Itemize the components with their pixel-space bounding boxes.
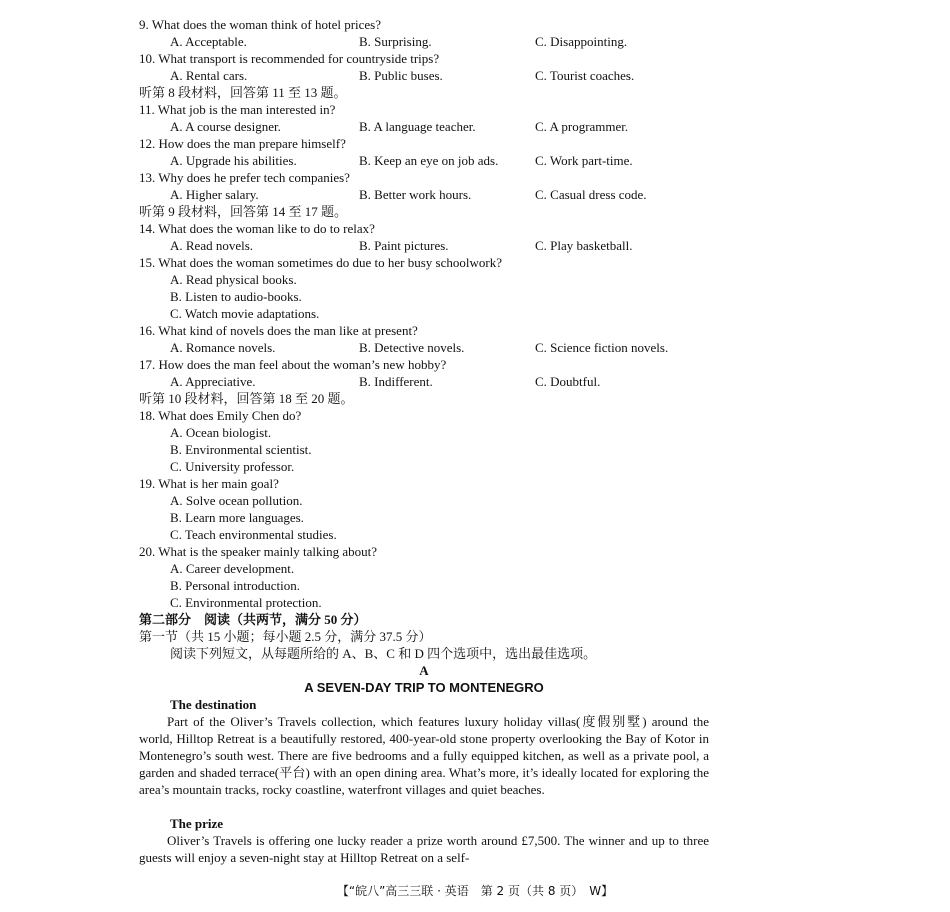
q9-option-c: C. Disappointing. bbox=[535, 34, 628, 49]
q11-option-b: B. A language teacher. bbox=[359, 119, 476, 134]
paragraph-destination: Part of the Oliver’s Travels collection, which features luxury holiday villas(度假别墅) around the world, Hilltop Retreat is a beautifully restored, 400-year-old stone property overlooking the Bay of Kotor in Montenegro’s south west. There are five bedrooms and a fully equipped kitchen, as well as a private pool, a garden and shaded terrace(平台) with an open dining area. What’s more, it’s ideally located for exploring the area’s mountain tracks, rocky coastline, waterfront villages and quiet beaches. bbox=[139, 714, 709, 797]
q17-option-c: C. Doubtful. bbox=[535, 374, 601, 389]
question-19: 19. What is her main goal? bbox=[139, 476, 279, 491]
question-12: 12. How does the man prepare himself? bbox=[139, 136, 346, 151]
q13-option-c: C. Casual dress code. bbox=[535, 187, 647, 202]
q16-option-c: C. Science fiction novels. bbox=[535, 340, 669, 355]
q14-option-b: B. Paint pictures. bbox=[359, 238, 449, 253]
page-footer: 【“皖八”高三三联 · 英语 第 2 页（共 8 页） W】 bbox=[336, 884, 614, 898]
q11-option-a: A. A course designer. bbox=[170, 119, 281, 134]
part-2-heading: 第二部分 阅读（共两节，满分 50 分） bbox=[139, 612, 367, 627]
passage-letter: A bbox=[419, 663, 429, 678]
paragraph-prize: Oliver’s Travels is offering one lucky reader a prize worth around £7,500. The winner and up to three guests will enjoy a seven-night stay at Hilltop Retreat on a self- bbox=[139, 833, 709, 865]
question-17: 17. How does the man feel about the woman’s new hobby? bbox=[139, 357, 447, 372]
q11-option-c: C. A programmer. bbox=[535, 119, 629, 134]
q13-option-b: B. Better work hours. bbox=[359, 187, 472, 202]
section-10-instruction: 听第 10 段材料，回答第 18 至 20 题。 bbox=[139, 391, 354, 406]
q17-option-a: A. Appreciative. bbox=[170, 374, 256, 389]
q20-option-b: B. Personal introduction. bbox=[170, 578, 300, 593]
subheading-destination: The destination bbox=[170, 697, 257, 712]
q9-option-b: B. Surprising. bbox=[359, 34, 432, 49]
q18-option-a: A. Ocean biologist. bbox=[170, 425, 272, 440]
q19-option-b: B. Learn more languages. bbox=[170, 510, 304, 525]
q10-option-c: C. Tourist coaches. bbox=[535, 68, 635, 83]
q15-option-b: B. Listen to audio-books. bbox=[170, 289, 302, 304]
q12-option-a: A. Upgrade his abilities. bbox=[170, 153, 297, 168]
q16-option-a: A. Romance novels. bbox=[170, 340, 276, 355]
q15-option-a: A. Read physical books. bbox=[170, 272, 297, 287]
subheading-prize: The prize bbox=[170, 816, 224, 831]
section-1-heading: 第一节（共 15 小题；每小题 2.5 分，满分 37.5 分） bbox=[139, 629, 432, 644]
q15-option-c: C. Watch movie adaptations. bbox=[170, 306, 320, 321]
question-14: 14. What does the woman like to do to relax? bbox=[139, 221, 375, 236]
question-15: 15. What does the woman sometimes do due to her busy schoolwork? bbox=[139, 255, 502, 270]
question-11: 11. What job is the man interested in? bbox=[139, 102, 336, 117]
question-13: 13. Why does he prefer tech companies? bbox=[139, 170, 350, 185]
q12-option-b: B. Keep an eye on job ads. bbox=[359, 153, 499, 168]
q18-option-c: C. University professor. bbox=[170, 459, 295, 474]
q18-option-b: B. Environmental scientist. bbox=[170, 442, 312, 457]
q10-option-a: A. Rental cars. bbox=[170, 68, 248, 83]
q19-option-a: A. Solve ocean pollution. bbox=[170, 493, 303, 508]
question-16: 16. What kind of novels does the man like at present? bbox=[139, 323, 418, 338]
q10-option-b: B. Public buses. bbox=[359, 68, 443, 83]
q12-option-c: C. Work part-time. bbox=[535, 153, 633, 168]
passage-title: A SEVEN-DAY TRIP TO MONTENEGRO bbox=[304, 680, 544, 695]
q17-option-b: B. Indifferent. bbox=[359, 374, 433, 389]
q13-option-a: A. Higher salary. bbox=[170, 187, 259, 202]
section-9-instruction: 听第 9 段材料，回答第 14 至 17 题。 bbox=[139, 204, 348, 219]
q14-option-a: A. Read novels. bbox=[170, 238, 254, 253]
reading-instruction: 阅读下列短文，从每题所给的 A、B、C 和 D 四个选项中，选出最佳选项。 bbox=[170, 646, 597, 661]
question-20: 20. What is the speaker mainly talking about? bbox=[139, 544, 378, 559]
section-8-instruction: 听第 8 段材料，回答第 11 至 13 题。 bbox=[139, 85, 347, 100]
question-9: 9. What does the woman think of hotel prices? bbox=[139, 17, 382, 32]
q9-option-a: A. Acceptable. bbox=[170, 34, 247, 49]
q14-option-c: C. Play basketball. bbox=[535, 238, 633, 253]
q20-option-a: A. Career development. bbox=[170, 561, 295, 576]
q16-option-b: B. Detective novels. bbox=[359, 340, 465, 355]
question-18: 18. What does Emily Chen do? bbox=[139, 408, 302, 423]
q20-option-c: C. Environmental protection. bbox=[170, 595, 322, 610]
question-10: 10. What transport is recommended for countryside trips? bbox=[139, 51, 440, 66]
q19-option-c: C. Teach environmental studies. bbox=[170, 527, 337, 542]
